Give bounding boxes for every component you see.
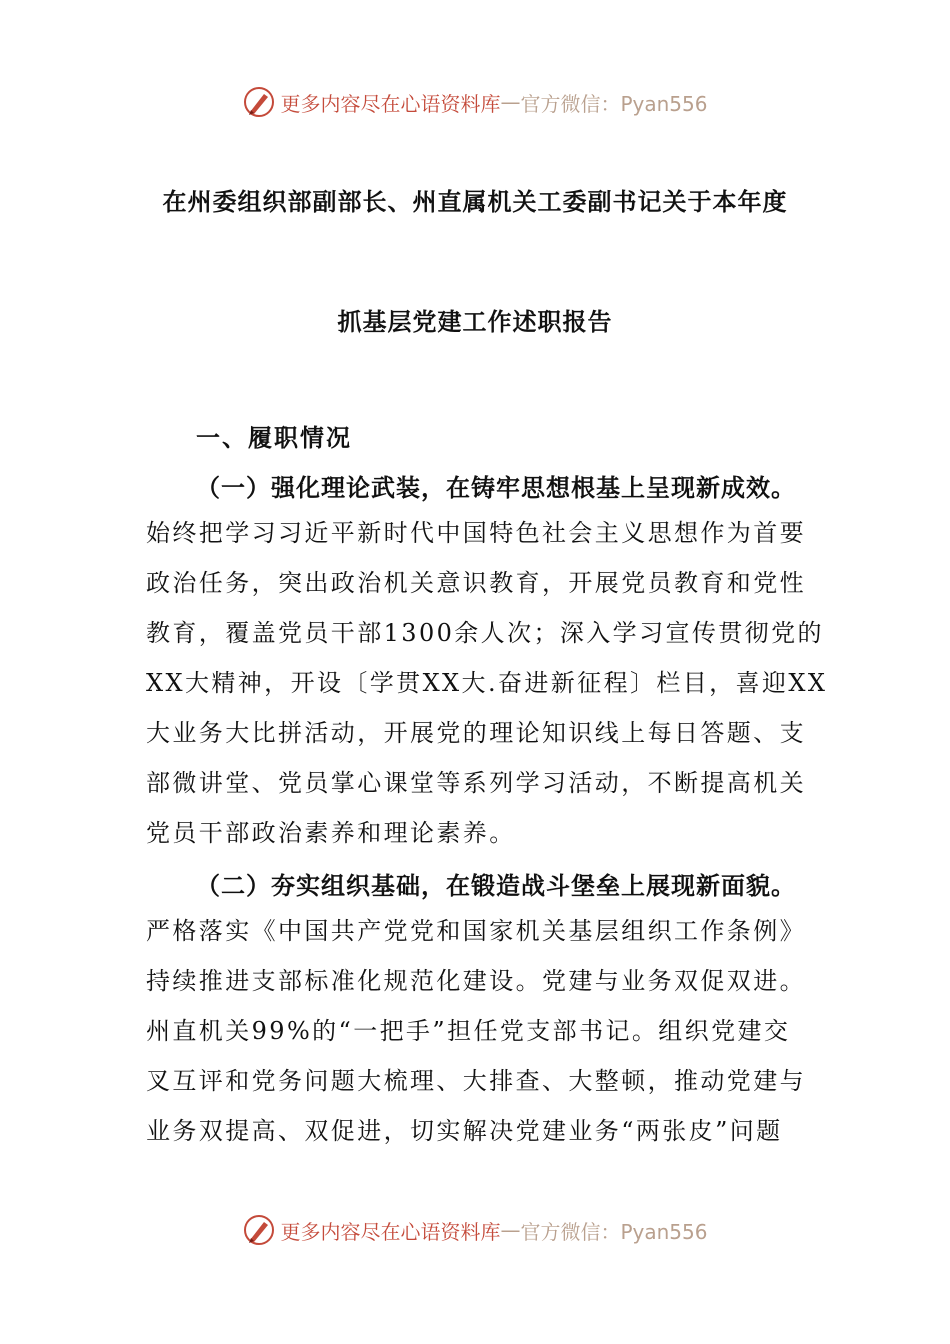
paragraph-line: 州直机关99%的“一把手”担任党支部书记。组织党建交 xyxy=(146,1017,791,1045)
paragraph-line: 叉互评和党务问题大梳理、大排查、大整顿，推动党建与 xyxy=(146,1067,806,1095)
header-separator: — xyxy=(500,90,521,114)
subsection-heading-1: （一）强化理论武装，在铸牢思想根基上呈现新成效。 xyxy=(196,473,796,502)
pen-logo-icon xyxy=(242,85,276,119)
pen-logo-icon xyxy=(242,1213,276,1247)
paragraph-line: 持续推进支部标准化规范化建设。党建与业务双促双进。 xyxy=(146,967,806,995)
paragraph-line: 党员干部政治素养和理论素养。 xyxy=(146,819,516,847)
section-heading: 一、履职情况 xyxy=(196,423,352,452)
paragraph-line: 教育，覆盖党员干部1300余人次；深入学习宣传贯彻党的 xyxy=(146,619,824,647)
paragraph-line: XX大精神，开设〔学贯XX大.奋进新征程〕栏目，喜迎XX xyxy=(146,669,828,697)
footer-separator: — xyxy=(500,1218,521,1242)
paragraph-line: 部微讲堂、党员掌心课堂等系列学习活动，不断提高机关 xyxy=(146,769,806,797)
header-banner xyxy=(0,82,950,122)
footer-banner xyxy=(0,1210,950,1250)
paragraph-line: 大业务大比拼活动，开展党的理论知识线上每日答题、支 xyxy=(146,719,806,747)
paragraph-1 xyxy=(146,508,828,858)
paragraph-2 xyxy=(146,906,816,1156)
document-title-line2: 抓基层党建工作述职报告 xyxy=(337,307,613,336)
paragraph-line: 政治任务，突出政治机关意识教育，开展党员教育和党性 xyxy=(146,569,806,597)
paragraph-line: 始终把学习习近平新时代中国特色社会主义思想作为首要 xyxy=(146,519,806,547)
paragraph-line: 业务双提高、双促进，切实解决党建业务“两张皮”问题 xyxy=(146,1117,783,1145)
document-title-line1: 在州委组织部副部长、州直属机关工委副书记关于本年度 xyxy=(162,187,788,216)
paragraph-line: 严格落实《中国共产党党和国家机关基层组织工作条例》 xyxy=(146,917,806,945)
header-brand-text: 更多内容尽在心语资料库 xyxy=(280,91,501,116)
subsection-heading-2: （二）夯实组织基础，在锻造战斗堡垒上展现新面貌。 xyxy=(196,871,796,900)
footer-wechat-text: 官方微信：Pyan556 xyxy=(520,1219,708,1244)
header-wechat-text: 官方微信：Pyan556 xyxy=(520,91,708,116)
footer-brand-text: 更多内容尽在心语资料库 xyxy=(280,1219,501,1244)
